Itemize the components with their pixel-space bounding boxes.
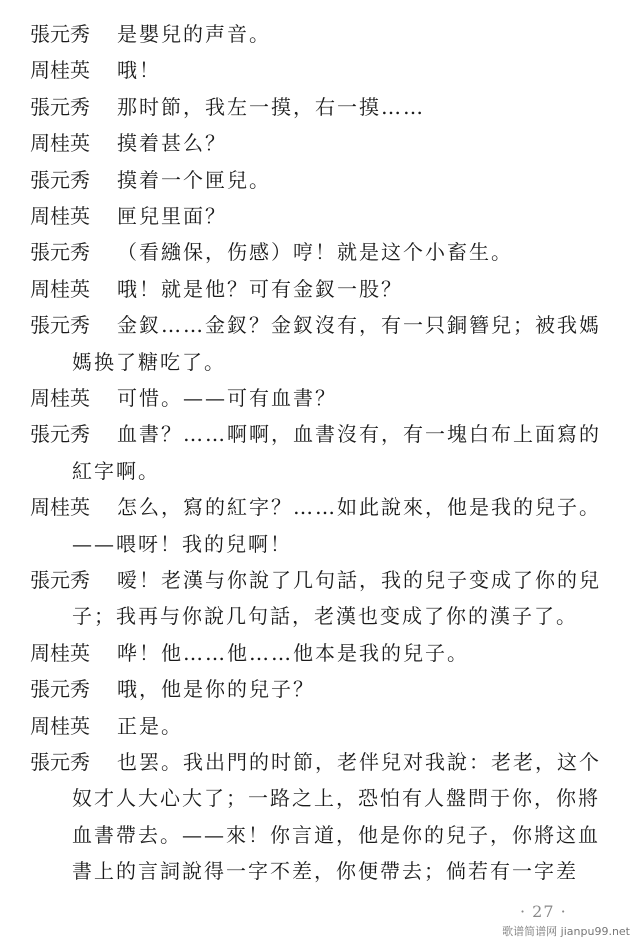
- page-number: · 27 ·: [520, 902, 567, 921]
- dialogue-text: 摸着一个匣兒。: [117, 168, 271, 192]
- dialogue-text: 摸着甚么？: [117, 131, 227, 155]
- dialogue-text: ——喂呀！我的兒啊！: [72, 532, 292, 556]
- dialogue-text: 是嬰兒的声音。: [117, 22, 271, 46]
- dialogue-text: 血書帶去。——來！你言道，他是你的兒子，你將这血: [72, 823, 600, 847]
- speaker-name: 張元秀: [30, 313, 90, 337]
- dialogue-text: 那时節，我左一摸，右一摸……: [117, 95, 425, 119]
- dialogue-text: 書上的言詞說得一字不差，你便帶去；倘若有一字差: [72, 859, 578, 883]
- speaker-name: 周桂英: [30, 714, 90, 738]
- dialogue-text: 也罢。我出門的时節，老伴兒对我說：老老，这个: [117, 750, 601, 774]
- speaker-name: 周桂英: [30, 386, 90, 410]
- dialogue-text: 可惜。——可有血書？: [117, 386, 337, 410]
- dialogue-text: 嗳！老漢与你說了几句話，我的兒子变成了你的兒: [117, 568, 601, 592]
- dialogue-text: 正是。: [117, 714, 183, 738]
- speaker-name: 周桂英: [30, 131, 90, 155]
- speaker-name: 張元秀: [30, 677, 90, 701]
- dialogue-text: 媽换了糖吃了。: [72, 350, 226, 374]
- speaker-name: 張元秀: [30, 750, 90, 774]
- dialogue-text: （看繈保，伤感）哼！就是这个小畜生。: [117, 240, 513, 264]
- speaker-name: 周桂英: [30, 641, 90, 665]
- dialogue-text: 奴才人大心大了；一路之上，恐怕有人盤問于你，你將: [72, 786, 600, 810]
- dialogue-text: 哦！就是他？可有金釵一股？: [117, 277, 403, 301]
- speaker-name: 周桂英: [30, 277, 90, 301]
- dialogue-text: 金釵……金釵？金釵沒有，有一只銅簪兒；被我媽: [117, 313, 601, 337]
- speaker-name: 張元秀: [30, 422, 90, 446]
- speaker-name: 張元秀: [30, 95, 90, 119]
- dialogue-text: 怎么，寫的紅字？……如此說來，他是我的兒子。: [117, 495, 601, 519]
- dialogue-text: 匣兒里面？: [117, 204, 227, 228]
- dialogue-text: 哗！他……他……他本是我的兒子。: [117, 641, 469, 665]
- speaker-name: 張元秀: [30, 240, 90, 264]
- dialogue-text: 血書？……啊啊，血書沒有，有一塊白布上面寫的: [117, 422, 601, 446]
- speaker-name: 張元秀: [30, 22, 90, 46]
- dialogue-text: 子；我再与你說几句話，老漢也变成了你的漢子了。: [72, 604, 578, 628]
- dialogue-text: 哦！: [117, 58, 161, 82]
- dialogue-text: 紅字啊。: [72, 459, 160, 483]
- speaker-name: 張元秀: [30, 568, 90, 592]
- speaker-name: 周桂英: [30, 495, 90, 519]
- dialogue-text: 哦，他是你的兒子？: [117, 677, 315, 701]
- speaker-name: 張元秀: [30, 168, 90, 192]
- watermark-footer: 歌谱简谱网 jianpu99.net: [502, 925, 630, 938]
- speaker-name: 周桂英: [30, 204, 90, 228]
- speaker-name: 周桂英: [30, 58, 90, 82]
